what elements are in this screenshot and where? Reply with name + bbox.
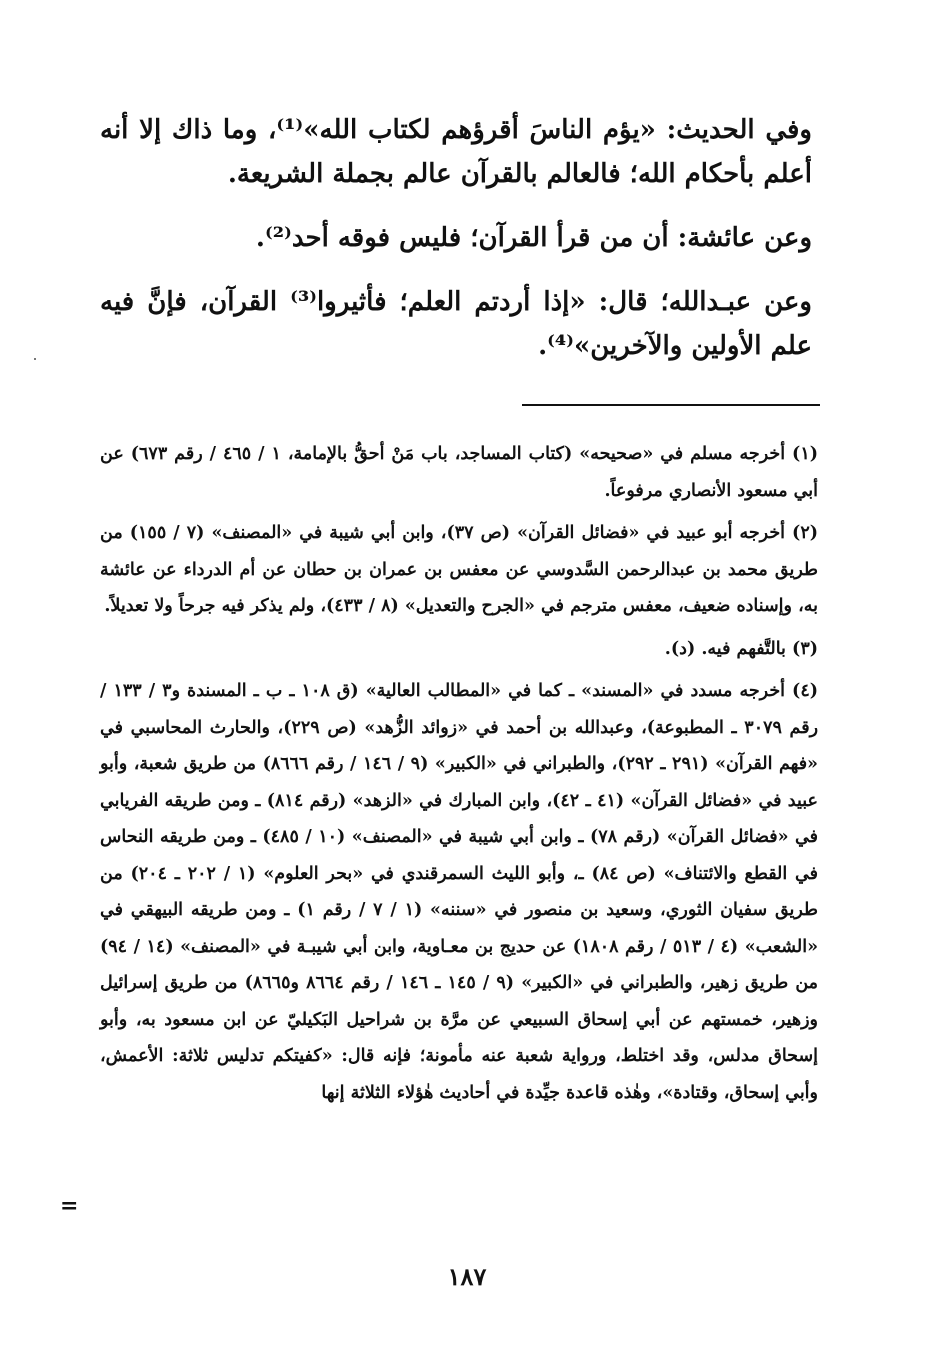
page-number: ١٨٧ (447, 1262, 487, 1291)
continuation-mark: = (60, 1193, 79, 1219)
footnote-1: (١) أخرجه مسلم في «صحيحه» (كتاب المساجد، باب مَنْ أحقُّ بالإمامة، ١ / ٤٦٥ / رقم ٦٧٣) عن أبي مسعود الأنصاري مرفوعاً. (100, 444, 819, 501)
footnote-2: (٢) أخرجه أبو عبيد في «فضائل القرآن» (ص ٣٧)، وابن أبي شيبة في «المصنف» (٧ / ١٥٥) من طريق محمد بن عبدالرحمن السَّدوسي عن معفس بن عمران بن حطان عن أم الدرداء عن عائشة به، وإسناده ضعيف، معفس مترجم في «الجرح والتعديل» (٨ / ٤٣٣)، ولم يذكر فيه جرحاً ولا تعديلاً. (100, 523, 819, 616)
body-paragraph: وعن عبـدالله؛ قال: «إذا أردتم العلم؛ فأثيروا⁽³⁾ القرآن، فإنَّ فيه علم الأولين والآخرين»⁽⁴⁾. (100, 287, 812, 361)
footnote-3: (٣) بالتَّفهم فيه. (د). (664, 638, 818, 659)
footnotes (100, 436, 818, 1117)
margin-dot (34, 358, 36, 360)
footnote-separator (522, 404, 820, 406)
main-text (100, 108, 812, 388)
footnote-4: (٤) أخرجه مسدد في «المسند» ـ كما في «المطالب العالية» (ق ١٠٨ ـ ب ـ المسندة و٣ / ١٣٣ / رقم ٣٠٧٩ ـ المطبوعة)، وعبدالله بن أحمد في «زوائد الزُّهد» (ص ٢٢٩)، والحارث المحاسبي في «فهم القرآن» (٢٩١ ـ ٢٩٢)، والطبراني في «الكبير» (٩ / ١٤٦ / رقم ٨٦٦٦) من طريق شعبة، وأبو عبيد في «فضائل القرآن» (٤١ ـ ٤٢)، وابن المبارك في «الزهد» (رقم ٨١٤) ـ ومن طريقه الفريابي في «فضائل القرآن» (رقم ٧٨) ـ وابن أبي شيبة في «المصنف» (١٠ / ٤٨٥) ـ ومن طريقه النحاس في القطع والائتناف» (ص ٨٤) ـ، وأبو الليث السمرقندي في «بحر العلوم» (١ / ٢٠٢ ـ ٢٠٤) من طريق سفيان الثوري، وسعيد بن منصور في «سننه» (١ / ٧ / رقم ١) ـ ومن طريقه البيهقي في «الشعب» (٤ / ٥١٣ / رقم ١٨٠٨) عن حديج بن معـاوية، وابن أبي شيبـة في «المصنف» (١٤ / ٩٤) من طريق زهير، والطبراني في «الكبير» (٩ / ١٤٥ ـ ١٤٦ / رقم ٨٦٦٤ و٨٦٦٥) من طريق إسرائيل وزهير، خمستهم عن أبي إسحاق السبيعي عن مرَّة بن شراحيل البَكيليّ عن ابن مسعود به، وأبو إسحاق مدلس، وقد اختلط، ورواية شعبة عنه مأمونة؛ فإنه قال: «كفيتكم تدليس ثلاثة: الأعمش، وأبي إسحاق، وقتادة»، وهٰذه قاعدة جيِّدة في أحاديث هٰؤلاء الثلاثة إنها (100, 681, 819, 1103)
body-paragraph: وعن عائشة: أن من قرأ القرآن؛ فليس فوقه أحد⁽²⁾. (255, 223, 812, 253)
body-paragraph: وفي الحديث: «يؤم الناسَ أقرؤهم لكتاب الله»⁽¹⁾، وما ذاك إلا أنه أعلم بأحكام الله؛ فالعالم بالقرآن عالم بجملة الشريعة. (100, 115, 812, 189)
